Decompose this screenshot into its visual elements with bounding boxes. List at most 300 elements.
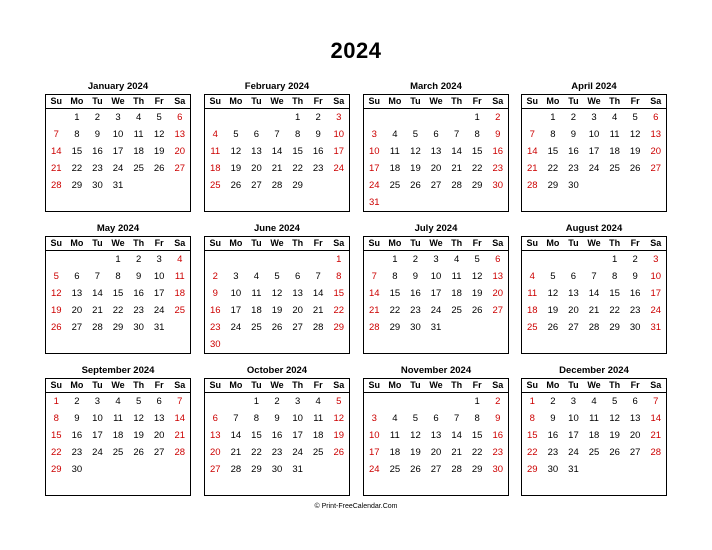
empty-day-cell [308,251,329,268]
weekday-label: Su [368,96,381,106]
day-cell: 18 [112,430,124,441]
empty-day-cell [205,393,226,410]
week-row [364,143,508,160]
day-cell: 25 [112,447,124,458]
weekday-label: Fr [630,238,640,248]
day-cell: 19 [629,146,641,157]
day-cell: 24 [588,163,600,174]
empty-day-cell [308,177,329,194]
day-cell: 6 [74,271,80,282]
day-cell: 3 [94,396,101,407]
week-row [46,478,190,495]
day-cell: 27 [492,305,504,316]
day-cell: 29 [527,464,538,475]
empty-day-cell [328,177,349,194]
day-cell: 10 [292,413,303,424]
day-cell: 19 [230,163,242,174]
day-cell: 25 [210,180,221,191]
week-row [46,268,190,285]
empty-day-cell [67,336,88,353]
day-cell: 6 [433,413,439,424]
week-row [46,461,190,478]
weekday-label: Th [609,238,621,248]
day-cell: 15 [71,146,83,157]
day-cell: 27 [629,447,641,458]
empty-day-cell [128,478,149,495]
day-cell: 25 [389,180,401,191]
day-cell: 23 [271,447,283,458]
day-cell: 16 [410,288,421,299]
day-cell: 15 [527,430,538,441]
week-row [522,461,666,478]
weekday-label: Fr [313,96,323,106]
day-cell: 31 [430,322,442,333]
empty-day-cell [246,194,267,211]
day-cell: 23 [568,163,579,174]
day-cell: 21 [271,163,283,174]
day-cell: 31 [292,464,303,475]
day-cell: 5 [233,129,239,140]
weekday-header [364,95,508,109]
weekday-label: Su [50,96,63,106]
empty-day-cell [246,336,267,353]
day-cell: 27 [210,464,221,475]
day-cell: 7 [453,129,460,140]
empty-day-cell [604,478,625,495]
month-calendar [521,222,667,354]
empty-day-cell [87,194,108,211]
day-cell: 2 [315,112,321,123]
empty-day-cell [205,251,226,268]
empty-day-cell [563,478,584,495]
day-cell: 30 [629,322,641,333]
empty-day-cell [405,194,426,211]
weekday-label: Tu [251,96,262,106]
empty-day-cell [405,336,426,353]
week-row [364,268,508,285]
day-cell: 28 [230,464,242,475]
empty-day-cell [205,194,226,211]
day-cell: 8 [611,271,618,282]
day-cell: 15 [389,288,401,299]
week-row [205,393,349,410]
day-cell: 13 [210,430,221,441]
day-cell: 15 [51,430,62,441]
day-cell: 8 [474,413,480,424]
day-cell: 12 [271,288,283,299]
month-calendar [45,80,191,212]
day-cell: 5 [550,271,556,282]
day-cell: 4 [135,112,142,123]
month-calendar [363,364,509,496]
day-cell: 28 [588,322,600,333]
day-cell: 26 [629,163,641,174]
empty-day-cell [543,194,564,211]
empty-day-cell [446,194,467,211]
day-cell: 21 [588,305,600,316]
day-cell: 29 [471,464,483,475]
day-cell: 9 [495,413,501,424]
week-row [364,319,508,336]
day-cell: 24 [333,163,345,174]
day-cell: 7 [529,129,535,140]
day-cell: 31 [153,322,165,333]
weekday-label: Fr [154,380,164,390]
empty-day-cell [287,336,308,353]
day-cell: 4 [453,254,460,265]
week-row [522,143,666,160]
day-cell: 18 [210,163,221,174]
day-cell: 20 [174,146,186,157]
weekday-label: Sa [492,96,504,106]
month-grid [45,94,191,212]
day-cell: 11 [210,146,221,157]
empty-day-cell [169,478,190,495]
day-cell: 28 [650,447,662,458]
weekday-header [364,379,508,393]
empty-day-cell [364,393,385,410]
weekday-label: Mo [546,238,560,248]
day-cell: 22 [333,305,345,316]
day-cell: 13 [71,288,83,299]
day-cell: 2 [94,112,101,123]
weekday-label: Mo [546,96,560,106]
day-cell: 20 [430,163,442,174]
day-cell: 17 [430,288,442,299]
day-cell: 3 [433,254,439,265]
week-row [205,160,349,177]
day-cell: 22 [112,305,124,316]
weekday-label: Su [209,380,222,390]
week-row [364,336,508,353]
day-cell: 25 [174,305,186,316]
weekday-label: Mo [70,96,84,106]
day-cell: 6 [495,254,501,265]
day-cell: 24 [112,163,124,174]
day-cell: 7 [653,396,659,407]
week-row [205,194,349,211]
week-row [46,126,190,143]
weekday-label: Tu [410,238,421,248]
day-cell: 13 [153,413,165,424]
weekday-label: Sa [333,380,345,390]
weekday-label: Sa [492,380,504,390]
day-cell: 23 [547,447,559,458]
day-cell: 29 [112,322,124,333]
day-cell: 23 [492,447,504,458]
day-cell: 13 [650,129,662,140]
day-cell: 10 [369,430,380,441]
day-cell: 24 [292,447,303,458]
weekday-header [205,95,349,109]
day-cell: 28 [312,322,324,333]
day-cell: 14 [51,146,62,157]
weekday-label: Su [209,238,222,248]
day-cell: 26 [410,464,421,475]
day-cell: 29 [547,180,559,191]
day-cell: 25 [389,464,401,475]
empty-day-cell [205,109,226,126]
day-cell: 29 [251,464,262,475]
day-cell: 8 [253,413,260,424]
day-cell: 18 [527,305,538,316]
week-row [46,336,190,353]
weekday-header [522,379,666,393]
weekday-label: Sa [492,238,504,248]
empty-day-cell [169,336,190,353]
day-cell: 9 [94,129,101,140]
week-row [522,194,666,211]
day-cell: 8 [74,129,80,140]
day-cell: 16 [271,430,283,441]
empty-day-cell [625,478,646,495]
week-row [522,319,666,336]
day-cell: 17 [292,430,303,441]
empty-day-cell [584,194,605,211]
week-row [522,393,666,410]
empty-day-cell [226,194,247,211]
day-cell: 7 [233,413,239,424]
empty-day-cell [267,251,288,268]
day-cell: 16 [568,146,579,157]
empty-day-cell [385,194,406,211]
weekday-label: Su [50,380,63,390]
week-row [205,461,349,478]
empty-day-cell [364,336,385,353]
week-row [522,444,666,461]
day-cell: 10 [588,129,600,140]
weekday-label: Th [133,238,145,248]
empty-day-cell [446,336,467,353]
day-cell: 8 [392,271,398,282]
empty-day-cell [467,336,488,353]
day-cell: 12 [51,288,62,299]
day-cell: 14 [650,413,662,424]
weekday-label: Tu [568,380,579,390]
weekday-label: Mo [546,380,560,390]
day-cell: 1 [253,396,260,407]
day-cell: 1 [53,396,59,407]
day-cell: 17 [369,447,380,458]
weekday-label: We [270,96,284,106]
weekday-label: We [587,380,601,390]
weekday-label: Fr [630,380,640,390]
empty-day-cell [128,336,149,353]
day-cell: 30 [492,464,504,475]
weekday-label: Th [451,96,463,106]
day-cell: 3 [371,129,377,140]
day-cell: 22 [71,163,83,174]
week-row [205,177,349,194]
weekday-label: Th [292,238,304,248]
day-cell: 10 [230,288,242,299]
empty-day-cell [543,336,564,353]
day-cell: 27 [153,447,165,458]
weekday-label: Su [526,380,539,390]
weekday-label: We [429,238,443,248]
day-cell: 5 [611,396,618,407]
day-cell: 6 [294,271,301,282]
day-cell: 16 [71,430,83,441]
empty-day-cell [405,393,426,410]
day-cell: 18 [389,163,401,174]
day-cell: 19 [51,305,62,316]
day-cell: 10 [112,129,124,140]
weekday-label: Su [368,380,381,390]
empty-day-cell [308,478,329,495]
empty-day-cell [584,478,605,495]
empty-day-cell [487,336,508,353]
day-cell: 19 [271,305,283,316]
day-cell: 12 [333,413,345,424]
empty-day-cell [625,461,646,478]
day-cell: 11 [389,430,400,441]
day-cell: 17 [230,305,242,316]
day-cell: 3 [653,254,659,265]
day-cell: 15 [547,146,559,157]
weekday-label: Mo [229,238,243,248]
day-cell: 21 [369,305,380,316]
empty-day-cell [625,194,646,211]
week-row [46,302,190,319]
day-cell: 3 [570,396,577,407]
empty-day-cell [46,109,67,126]
month-calendar [204,80,350,212]
day-cell: 17 [153,288,165,299]
day-cell: 16 [92,146,103,157]
day-cell: 16 [492,430,504,441]
month-grid [45,236,191,354]
day-cell: 2 [632,254,638,265]
empty-day-cell [522,194,543,211]
day-cell: 12 [133,413,144,424]
day-cell: 28 [451,180,462,191]
day-cell: 20 [568,305,579,316]
day-cell: 10 [568,413,579,424]
day-cell: 26 [133,447,144,458]
day-cell: 25 [609,163,620,174]
week-row [205,143,349,160]
day-cell: 26 [51,322,62,333]
day-cell: 14 [174,413,186,424]
day-cell: 19 [153,146,165,157]
empty-day-cell [149,478,170,495]
day-cell: 12 [629,129,641,140]
day-cell: 4 [315,396,321,407]
weekday-label: Th [609,96,621,106]
week-row [522,427,666,444]
empty-day-cell [426,336,447,353]
empty-day-cell [128,177,149,194]
month-grid [521,94,667,212]
week-row [46,177,190,194]
empty-day-cell [446,478,467,495]
day-cell: 24 [369,464,380,475]
week-row [364,393,508,410]
day-cell: 27 [174,163,186,174]
weekday-label: Th [451,380,463,390]
day-cell: 14 [230,430,242,441]
day-cell: 8 [115,271,121,282]
day-cell: 13 [251,146,262,157]
day-cell: 7 [94,271,101,282]
weekday-label: We [587,96,601,106]
day-cell: 11 [451,271,462,282]
day-cell: 3 [294,396,301,407]
day-cell: 5 [53,271,59,282]
day-cell: 2 [212,271,218,282]
day-cell: 4 [392,129,398,140]
month-grid [204,94,350,212]
week-row [522,109,666,126]
day-cell: 29 [471,180,483,191]
week-row [205,478,349,495]
weekday-label: Sa [174,380,186,390]
day-cell: 12 [410,146,421,157]
month-title: December 2024 [559,365,629,376]
week-row [46,160,190,177]
empty-day-cell [226,336,247,353]
year-title: 2024 [330,38,382,63]
day-cell: 22 [471,163,483,174]
day-cell: 12 [230,146,242,157]
day-cell: 10 [369,146,380,157]
weekday-label: Mo [388,96,402,106]
day-cell: 9 [135,271,142,282]
month-title: January 2024 [87,81,149,92]
day-cell: 18 [251,305,262,316]
day-cell: 29 [292,180,303,191]
weekday-header [522,95,666,109]
day-cell: 3 [591,112,597,123]
empty-day-cell [226,109,247,126]
day-cell: 1 [611,254,618,265]
empty-day-cell [128,461,149,478]
empty-day-cell [385,336,406,353]
day-cell: 30 [92,180,103,191]
day-cell: 15 [333,288,345,299]
day-cell: 15 [292,146,303,157]
day-cell: 20 [153,430,165,441]
weekday-label: We [429,380,443,390]
day-cell: 21 [527,163,538,174]
empty-day-cell [287,478,308,495]
month-grid [363,236,509,354]
week-row [522,478,666,495]
day-cell: 30 [133,322,144,333]
day-cell: 15 [609,288,620,299]
week-row [205,427,349,444]
weekday-label: Mo [229,380,243,390]
month-calendar [45,364,191,496]
day-cell: 1 [474,112,480,123]
weekday-header [46,95,190,109]
day-cell: 28 [271,180,283,191]
empty-day-cell [645,461,666,478]
empty-day-cell [426,478,447,495]
week-row [46,251,190,268]
empty-day-cell [645,336,666,353]
weekday-label: Th [133,96,145,106]
week-row [522,160,666,177]
day-cell: 24 [568,447,579,458]
weekday-label: Tu [410,380,421,390]
empty-day-cell [645,478,666,495]
day-cell: 6 [156,396,162,407]
day-cell: 11 [609,129,620,140]
empty-day-cell [584,177,605,194]
day-cell: 3 [233,271,239,282]
